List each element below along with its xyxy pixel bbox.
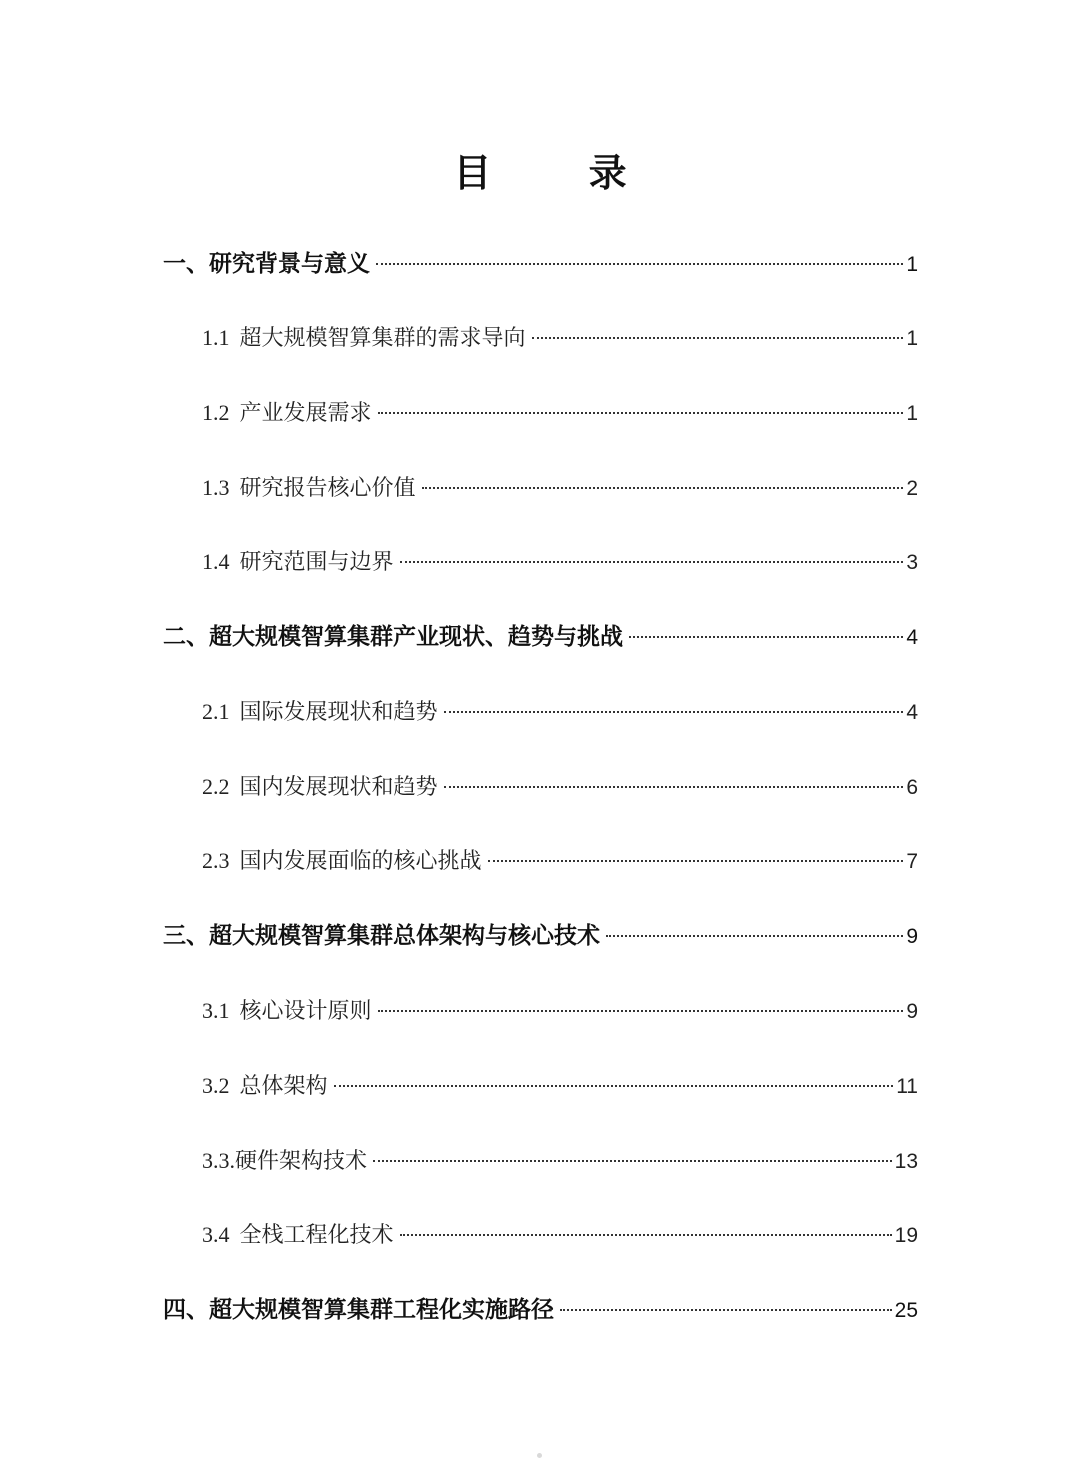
toc-entry-text: 一、研究背景与意义 [163,251,370,277]
leader-dots [444,786,904,788]
leader-dots [444,711,904,713]
leader-dots [422,487,904,489]
toc-entry-3-4[interactable] [202,1217,918,1253]
toc-page-number: 19 [894,1224,918,1247]
toc-page-number: 7 [906,850,918,873]
leader-dots [334,1085,894,1087]
toc-entry-3-3[interactable] [202,1143,918,1179]
toc-entry-text: 2.2 国内发展现状和趋势 [202,774,438,800]
leader-dots [532,337,904,339]
toc-page-number: 11 [896,1075,918,1098]
toc-entry-3[interactable] [163,918,918,954]
toc-entry-2-2[interactable] [202,769,918,805]
toc-page-number: 13 [894,1150,918,1173]
leader-dots [378,412,904,414]
toc-entry-3-2[interactable] [202,1068,918,1104]
leader-dots [378,1010,904,1012]
toc-entry-1[interactable] [163,246,918,282]
toc-entry-text: 1.4 研究范围与边界 [202,549,394,575]
leader-dots [400,1234,892,1236]
toc-page-number: 9 [906,925,918,948]
toc-entry-1-2[interactable] [202,395,918,431]
toc-entry-text: 四、超大规模智算集群工程化实施路径 [163,1297,554,1323]
toc-page-number: 3 [906,551,918,574]
toc-entry-text: 3.3.硬件架构技术 [202,1148,368,1174]
toc-page-number: 4 [906,701,918,724]
toc-page-number: 9 [906,1000,918,1023]
page-indicator-dot [537,1453,542,1458]
leader-dots [376,263,903,265]
leader-dots [400,561,904,563]
toc-entry-text: 3.4 全栈工程化技术 [202,1222,394,1248]
toc-entry-text: 3.1 核心设计原则 [202,998,372,1024]
toc-entry-text: 1.1 超大规模智算集群的需求导向 [202,325,526,351]
toc-entry-4[interactable] [163,1292,918,1328]
toc-entry-2[interactable] [163,619,918,655]
toc-entry-3-1[interactable] [202,993,918,1029]
toc-entry-2-3[interactable] [202,843,918,879]
toc-entry-text: 1.2 产业发展需求 [202,400,372,426]
toc-entry-text: 1.3 研究报告核心价值 [202,475,416,501]
toc-page-number: 1 [906,402,918,425]
leader-dots [629,636,903,638]
toc-page-number: 2 [906,477,918,500]
toc-page-number: 1 [906,327,918,350]
toc-entry-1-3[interactable] [202,470,918,506]
toc-entry-1-1[interactable] [202,320,918,356]
leader-dots [488,860,904,862]
toc-page-number: 6 [906,776,918,799]
toc-page-number: 4 [906,626,918,649]
toc-page-number: 25 [894,1299,918,1322]
toc-entry-text: 二、超大规模智算集群产业现状、趋势与挑战 [163,624,623,650]
leader-dots [373,1160,892,1162]
toc-entry-text: 3.2 总体架构 [202,1073,328,1099]
leader-dots [560,1309,892,1311]
toc-entry-text: 2.1 国际发展现状和趋势 [202,699,438,725]
toc-page-number: 1 [906,253,918,276]
leader-dots [606,935,903,937]
toc-entry-text: 三、超大规模智算集群总体架构与核心技术 [163,923,600,949]
toc-entry-2-1[interactable] [202,694,918,730]
toc-entry-1-4[interactable] [202,544,918,580]
toc-title: 目 录 [453,151,669,195]
toc-entry-text: 2.3 国内发展面临的核心挑战 [202,848,482,874]
